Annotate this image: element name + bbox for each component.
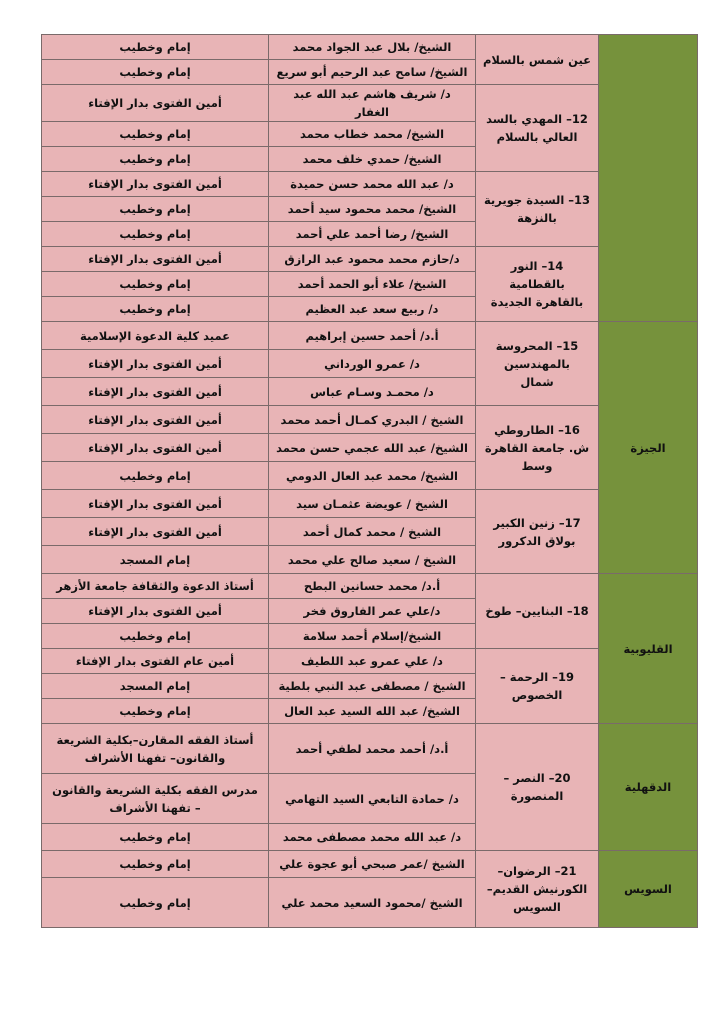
- mosque-cell: [476, 574, 599, 649]
- person-name: الشيخ/ حمدي خلف محمد: [269, 147, 476, 172]
- mosque-label-line: 18– البنايين– طوخ: [485, 604, 589, 618]
- governorate-group: [42, 724, 698, 851]
- mosque-label-line: 19– الرحمة –: [500, 670, 574, 684]
- person-title: مدرس الفقه بكلية الشريعة والقانون – تفهنا الأشراف: [42, 774, 269, 824]
- person-title: أمين الفتوى بدار الإفتاء: [42, 247, 269, 272]
- person-name: الشيخ /عمر صبحي أبو عجوة علي: [269, 851, 476, 878]
- governorate-group: [42, 851, 698, 928]
- mosque-label-line: ش. جامعة القاهرة: [484, 440, 590, 455]
- person-name: الشيخ/ محمد محمود سيد أحمد: [269, 197, 476, 222]
- person-name: الشيخ/ علاء أبو الحمد أحمد: [269, 272, 476, 297]
- person-name: د/ عمرو الورداني: [269, 350, 476, 378]
- person-name: د/ حمادة التابعي السيد التهامي: [269, 774, 476, 824]
- person-title: إمام المسجد: [42, 546, 269, 574]
- person-name: الشيخ/إسلام أحمد سلامة: [269, 624, 476, 649]
- mosque-label-line: 16– الطاروطي: [494, 422, 580, 437]
- person-title: إمام وخطيب: [42, 60, 269, 85]
- mosque-label-line: شمال: [520, 374, 554, 389]
- governorate-cell: [599, 322, 698, 574]
- table-row: [42, 574, 698, 599]
- person-title: إمام وخطيب: [42, 824, 269, 851]
- person-name: أ.د/ أحمد حسين إبراهيم: [269, 322, 476, 350]
- person-title: إمام وخطيب: [42, 122, 269, 147]
- person-name: الشيخ/ محمد خطاب محمد: [269, 122, 476, 147]
- person-title: أستاذ الفقه المقارن–بكلية الشريعة والقانون– تفهنا الأشراف: [42, 724, 269, 774]
- table-row: [42, 851, 698, 878]
- person-name: د/حازم محمد محمود عبد الرازق: [269, 247, 476, 272]
- person-title: أمين الفتوى بدار الإفتاء: [42, 350, 269, 378]
- mosque-cell: [476, 851, 599, 928]
- governorate-cell: [599, 851, 698, 928]
- person-title: إمام وخطيب: [42, 851, 269, 878]
- person-name: د/ عبد الله محمد مصطفى محمد: [269, 824, 476, 851]
- person-name: أ.د/ أحمد محمد لطفي أحمد: [269, 724, 476, 774]
- person-name: الشيخ/ سامح عبد الرحيم أبو سريع: [269, 60, 476, 85]
- mosque-label-line: العالي بالسلام: [496, 130, 578, 144]
- assignment-table: [41, 34, 698, 928]
- mosque-label-line: السويس: [513, 900, 561, 914]
- person-name: الشيخ/ رضا أحمد علي أحمد: [269, 222, 476, 247]
- mosque-cell: [476, 172, 599, 247]
- person-title: أمين الفتوى بدار الإفتاء: [42, 85, 269, 122]
- person-title: إمام وخطيب: [42, 462, 269, 490]
- mosque-label-line: بولاق الدكرور: [498, 533, 576, 548]
- governorate-label: الدقهلية: [624, 780, 672, 794]
- governorate-label: السويس: [624, 882, 672, 896]
- person-title: أستاذ الدعوة والثقافة جامعة الأزهر: [42, 574, 269, 599]
- person-title: إمام وخطيب: [42, 272, 269, 297]
- person-title: إمام وخطيب: [42, 297, 269, 322]
- mosque-label-line: عين شمس بالسلام: [483, 52, 591, 67]
- mosque-cell: [476, 247, 599, 322]
- mosque-label-line: 21– الرضوان–: [497, 864, 577, 878]
- governorate-group: [42, 322, 698, 574]
- mosque-cell: [476, 85, 599, 172]
- person-name: أ.د/ محمد حسانين البطح: [269, 574, 476, 599]
- person-title: إمام وخطيب: [42, 699, 269, 724]
- mosque-cell: [476, 490, 599, 574]
- mosque-label-line: وسط: [521, 458, 553, 473]
- governorate-cell: [599, 574, 698, 724]
- person-name: الشيخ / عويضة عثمـان سيد: [269, 490, 476, 518]
- person-title: أمين الفتوى بدار الإفتاء: [42, 378, 269, 406]
- mosque-label-line: 15– المحروسة: [495, 338, 579, 353]
- governorate-cell: [599, 724, 698, 851]
- person-name: د/ ربيع سعد عبد العظيم: [269, 297, 476, 322]
- mosque-cell: [476, 322, 599, 406]
- person-name: الشيخ /محمود السعيد محمد علي: [269, 878, 476, 928]
- person-title: أمين الفتوى بدار الإفتاء: [42, 490, 269, 518]
- person-name: الشيخ / البدري كمـال أحمد محمد: [269, 406, 476, 434]
- person-name: د/ محمـد وسـام عباس: [269, 378, 476, 406]
- person-name: الشيخ/ بلال عبد الجواد محمد: [269, 35, 476, 60]
- mosque-cell: [476, 724, 599, 851]
- mosque-label-line: 12– المهدي بالسد: [486, 112, 588, 126]
- person-title: إمام وخطيب: [42, 197, 269, 222]
- governorate-label: الجيزة: [630, 440, 666, 455]
- person-name: الشيخ/ محمد عبد العال الدومي: [269, 462, 476, 490]
- person-title: أمين الفتوى بدار الإفتاء: [42, 172, 269, 197]
- person-title: أمين الفتوى بدار الإفتاء: [42, 599, 269, 624]
- mosque-label-line: بالنزهة: [517, 211, 557, 225]
- mosque-label-line: 17– زنين الكبير: [493, 515, 581, 530]
- person-name: الشيخ/ عبد الله السيد عبد العال: [269, 699, 476, 724]
- person-title: إمام وخطيب: [42, 222, 269, 247]
- mosque-cell: [476, 649, 599, 724]
- table-row: [42, 724, 698, 774]
- person-title: إمام وخطيب: [42, 147, 269, 172]
- person-name: الشيخ / سعيد صالح علي محمد: [269, 546, 476, 574]
- mosque-label-line: الكورنيش القديم–: [486, 882, 588, 896]
- person-name: د/ علي عمرو عبد اللطيف: [269, 649, 476, 674]
- person-title: إمام وخطيب: [42, 35, 269, 60]
- person-title: أمين الفتوى بدار الإفتاء: [42, 434, 269, 462]
- mosque-label-line: 13– السيدة جويرية: [483, 193, 591, 207]
- person-name: الشيخ / محمد كمال أحمد: [269, 518, 476, 546]
- person-name: الشيخ / مصطفى عبد النبي بلطية: [269, 674, 476, 699]
- person-title: إمام وخطيب: [42, 624, 269, 649]
- person-name: د/ عبد الله محمد حسن حميدة: [269, 172, 476, 197]
- person-title: أمين الفتوى بدار الإفتاء: [42, 406, 269, 434]
- governorate-group: [42, 574, 698, 724]
- table-row: [42, 322, 698, 350]
- person-name: د/علي عمر الفاروق فخر: [269, 599, 476, 624]
- mosque-label-line: بالمهندسين: [504, 356, 570, 371]
- person-name: الشيخ/ عبد الله عجمي حسن محمد: [269, 434, 476, 462]
- table-row: [42, 35, 698, 60]
- mosque-cell: [476, 35, 599, 85]
- governorate-label: القليوبية: [623, 641, 673, 656]
- person-title: أمين الفتوى بدار الإفتاء: [42, 518, 269, 546]
- person-title: عميد كلية الدعوة الإسلامية: [42, 322, 269, 350]
- mosque-label-line: الخصوص: [511, 688, 563, 702]
- mosque-label-line: بالقاهرة الجديدة: [490, 295, 584, 309]
- governorate-cell: [599, 35, 698, 322]
- person-title: إمام المسجد: [42, 674, 269, 699]
- person-name: د/ شريف هاشم عبد الله عبد الغفار: [269, 85, 476, 122]
- person-title: أمين عام الفتوى بدار الإفتاء: [42, 649, 269, 674]
- mosque-label-line: 14– النور بالقطامية: [509, 259, 565, 291]
- mosque-label-line: 20– النصر – المنصورة: [503, 771, 571, 803]
- mosque-cell: [476, 406, 599, 490]
- governorate-group: [42, 35, 698, 322]
- person-title: إمام وخطيب: [42, 878, 269, 928]
